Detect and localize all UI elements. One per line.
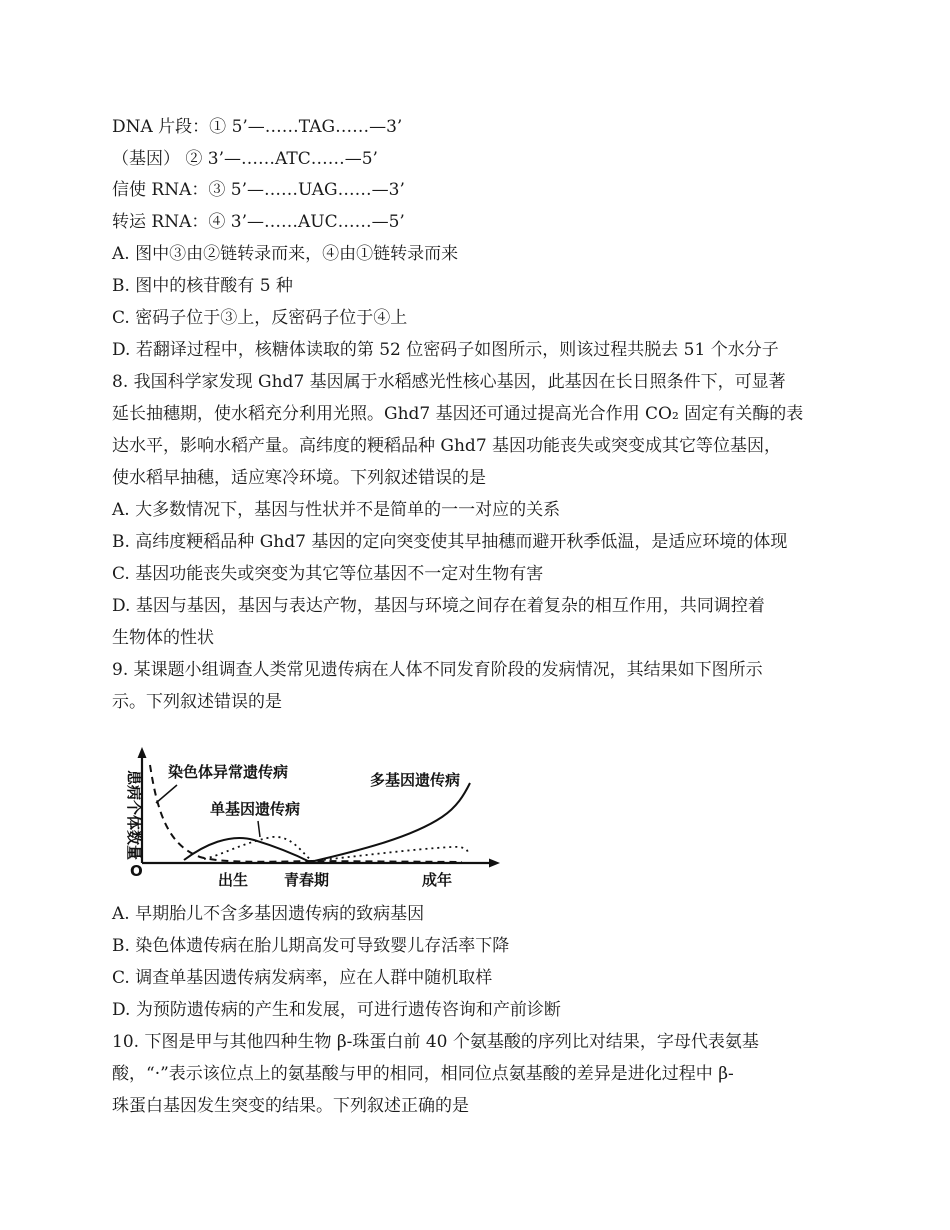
q7-option-d: D. 若翻译过程中，核糖体读取的第 52 位密码子如图所示，则该过程共脱去 51 个水分子 bbox=[112, 340, 779, 360]
q7-option-a: A. 图中③由②链转录而来，④由①链转录而来 bbox=[112, 244, 459, 264]
single-gene-leader-line bbox=[258, 821, 260, 837]
chromosomal-leader-line bbox=[156, 785, 177, 803]
disease-incidence-figure bbox=[112, 745, 502, 895]
q8-stem-line-2: 延长抽穗期，使水稻充分利用光照。Ghd7 基因还可通过提高光合作用 CO₂ 固定有关酶的表 bbox=[112, 404, 804, 424]
q10-stem-line-1: 10. 下图是甲与其他四种生物 β-珠蛋白前 40 个氨基酸的序列比对结果，字母代表氨基 bbox=[112, 1032, 759, 1052]
q10-stem-line-3: 珠蛋白基因发生突变的结果。下列叙述正确的是 bbox=[112, 1096, 469, 1116]
q8-option-c: C. 基因功能丧失或突变为其它等位基因不一定对生物有害 bbox=[112, 564, 544, 584]
origin-label: O bbox=[130, 862, 143, 880]
q9-option-b: B. 染色体遗传病在胎儿期高发可导致婴儿存活率下降 bbox=[112, 936, 510, 956]
q8-option-a: A. 大多数情况下，基因与性状并不是简单的一一对应的关系 bbox=[112, 500, 561, 520]
x-axis-arrow bbox=[489, 859, 500, 868]
q9-option-c: C. 调查单基因遗传病发病率，应在人群中随机取样 bbox=[112, 968, 493, 988]
q8-stem-line-4: 使水稻早抽穗，适应寒冷环境。下列叙述错误的是 bbox=[112, 468, 486, 488]
x-tick-birth: 出生 bbox=[218, 871, 249, 889]
q7-option-b: B. 图中的核苷酸有 5 种 bbox=[112, 276, 293, 296]
chromosomal-disease-label: 染色体异常遗传病 bbox=[168, 763, 289, 781]
q10-stem-line-2: 酸，“·”表示该位点上的氨基酸与甲的相同，相同位点氨基酸的差异是进化过程中 β- bbox=[112, 1064, 734, 1084]
x-tick-puberty: 青春期 bbox=[284, 871, 330, 889]
q8-stem-line-3: 达水平，影响水稻产量。高纬度的粳稻品种 Ghd7 基因功能丧失或突变成其它等位基因， bbox=[112, 436, 782, 456]
q9-option-d: D. 为预防遗传病的产生和发展，可进行遗传咨询和产前诊断 bbox=[112, 1000, 561, 1020]
single-gene-disease-label: 单基因遗传病 bbox=[210, 800, 301, 818]
multi-gene-disease-curve bbox=[310, 783, 470, 862]
q8-option-b: B. 高纬度粳稻品种 Ghd7 基因的定向突变使其早抽穗而避开秋季低温，是适应环境的体现 bbox=[112, 532, 788, 552]
dna-fragment-line-2: （基因） ② 3’—……ATC……—5’ bbox=[112, 149, 378, 169]
multi-gene-disease-label: 多基因遗传病 bbox=[370, 771, 461, 789]
q9-option-a: A. 早期胎儿不含多基因遗传病的致病基因 bbox=[112, 904, 425, 924]
q8-option-d-continued: 生物体的性状 bbox=[112, 628, 214, 648]
q8-option-d: D. 基因与基因，基因与表达产物，基因与环境之间存在着复杂的相互作用，共同调控着 bbox=[112, 596, 765, 616]
y-axis-arrow bbox=[138, 747, 147, 758]
y-axis-label: 患病个体数量 bbox=[125, 770, 143, 861]
mrna-line: 信使 RNA：③ 5’—……UAG……—3’ bbox=[112, 180, 405, 200]
q7-option-c: C. 密码子位于③上，反密码子位于④上 bbox=[112, 308, 408, 328]
x-tick-adulthood: 成年 bbox=[422, 871, 453, 889]
q8-stem-line-1: 8. 我国科学家发现 Ghd7 基因属于水稻感光性核心基因，此基因在长日照条件下，可显著 bbox=[112, 372, 786, 392]
dotted-curve bbox=[204, 837, 468, 861]
trna-line: 转运 RNA：④ 3’—……AUC……—5’ bbox=[112, 212, 405, 232]
dna-fragment-line-1: DNA 片段：① 5’—……TAG……—3’ bbox=[112, 117, 403, 137]
q9-stem-line-2: 示。下列叙述错误的是 bbox=[112, 692, 282, 712]
q9-stem-line-1: 9. 某课题小组调查人类常见遗传病在人体不同发育阶段的发病情况，其结果如下图所示 bbox=[112, 660, 763, 680]
